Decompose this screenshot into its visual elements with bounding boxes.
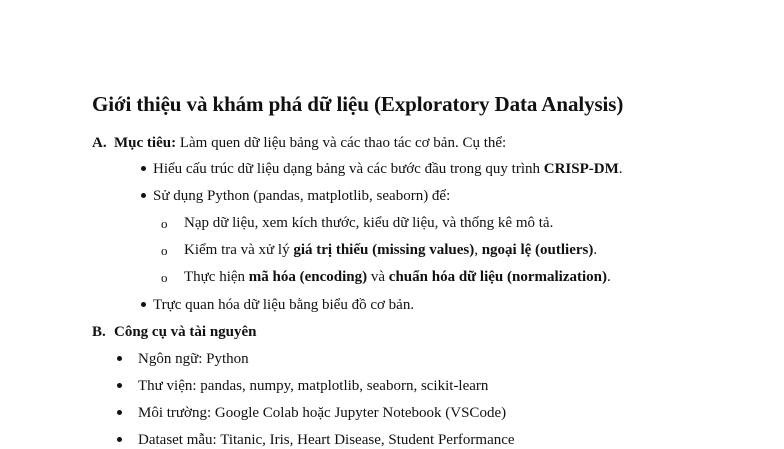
subitem-2-tail: . — [593, 242, 598, 258]
subitem-3-pre: Thực hiện — [184, 269, 249, 285]
section-a-label: Mục tiêu: — [114, 135, 177, 151]
section-a-heading — [114, 134, 506, 152]
section-a-subitem-1: Nạp dữ liệu, xem kích thước, kiểu dữ liệu, và thống kê mô tả. — [184, 215, 554, 231]
bullet-icon — [141, 193, 146, 198]
subitem-2-pre: Kiểm tra và xử lý — [184, 242, 294, 258]
section-a-item-1-bold: CRISP-DM — [543, 161, 619, 177]
section-a-letter: A. — [92, 135, 107, 151]
document-title: Giới thiệu và khám phá dữ liệu (Exploratory Data Analysis) — [92, 92, 624, 116]
bullet-icon — [141, 302, 146, 307]
circle-bullet-icon: o — [161, 216, 168, 231]
section-a-item-3: Trực quan hóa dữ liệu bằng biểu đồ cơ bản. — [153, 297, 415, 313]
section-b-letter: B. — [92, 324, 106, 340]
subitem-2-bold-2: ngoại lệ (outliers) — [481, 242, 594, 258]
bullet-icon — [117, 410, 122, 415]
section-b-item-1: Ngôn ngữ: Python — [138, 351, 249, 367]
section-a-item-2: Sử dụng Python (pandas, matplotlib, seaborn) để: — [153, 188, 451, 204]
section-a-subitem-3 — [184, 268, 611, 286]
section-a-intro: Làm quen dữ liệu bảng và các thao tác cơ bản. Cụ thể: — [176, 135, 507, 151]
section-b-item-4: Dataset mẫu: Titanic, Iris, Heart Disease, Student Performance — [138, 432, 515, 448]
subitem-3-bold-1: mã hóa (encoding) — [248, 269, 368, 285]
section-b-item-2: Thư viện: pandas, numpy, matplotlib, seaborn, scikit-learn — [138, 378, 489, 394]
section-a-subitem-2 — [184, 241, 597, 259]
section-a-item-1-text: Hiểu cấu trúc dữ liệu dạng bảng và các bước đầu trong quy trình — [153, 161, 544, 177]
subitem-3-bold-2: chuẩn hóa dữ liệu (normalization) — [388, 269, 607, 285]
section-b-heading: Công cụ và tài nguyên — [114, 324, 257, 340]
section-b-item-3: Môi trường: Google Colab hoặc Jupyter Notebook (VSCode) — [138, 405, 507, 421]
bullet-icon — [141, 166, 146, 171]
subitem-2-mid: , — [474, 242, 482, 258]
bullet-icon — [117, 356, 122, 361]
circle-bullet-icon: o — [161, 243, 168, 258]
circle-bullet-icon: o — [161, 270, 168, 285]
subitem-2-bold-1: giá trị thiếu (missing values) — [293, 242, 475, 258]
section-a-item-1 — [153, 160, 622, 178]
subitem-3-mid: và — [367, 269, 389, 285]
bullet-icon — [117, 437, 122, 442]
bullet-icon — [117, 383, 122, 388]
subitem-3-tail: . — [607, 269, 611, 285]
section-a-item-1-tail: . — [618, 161, 623, 177]
